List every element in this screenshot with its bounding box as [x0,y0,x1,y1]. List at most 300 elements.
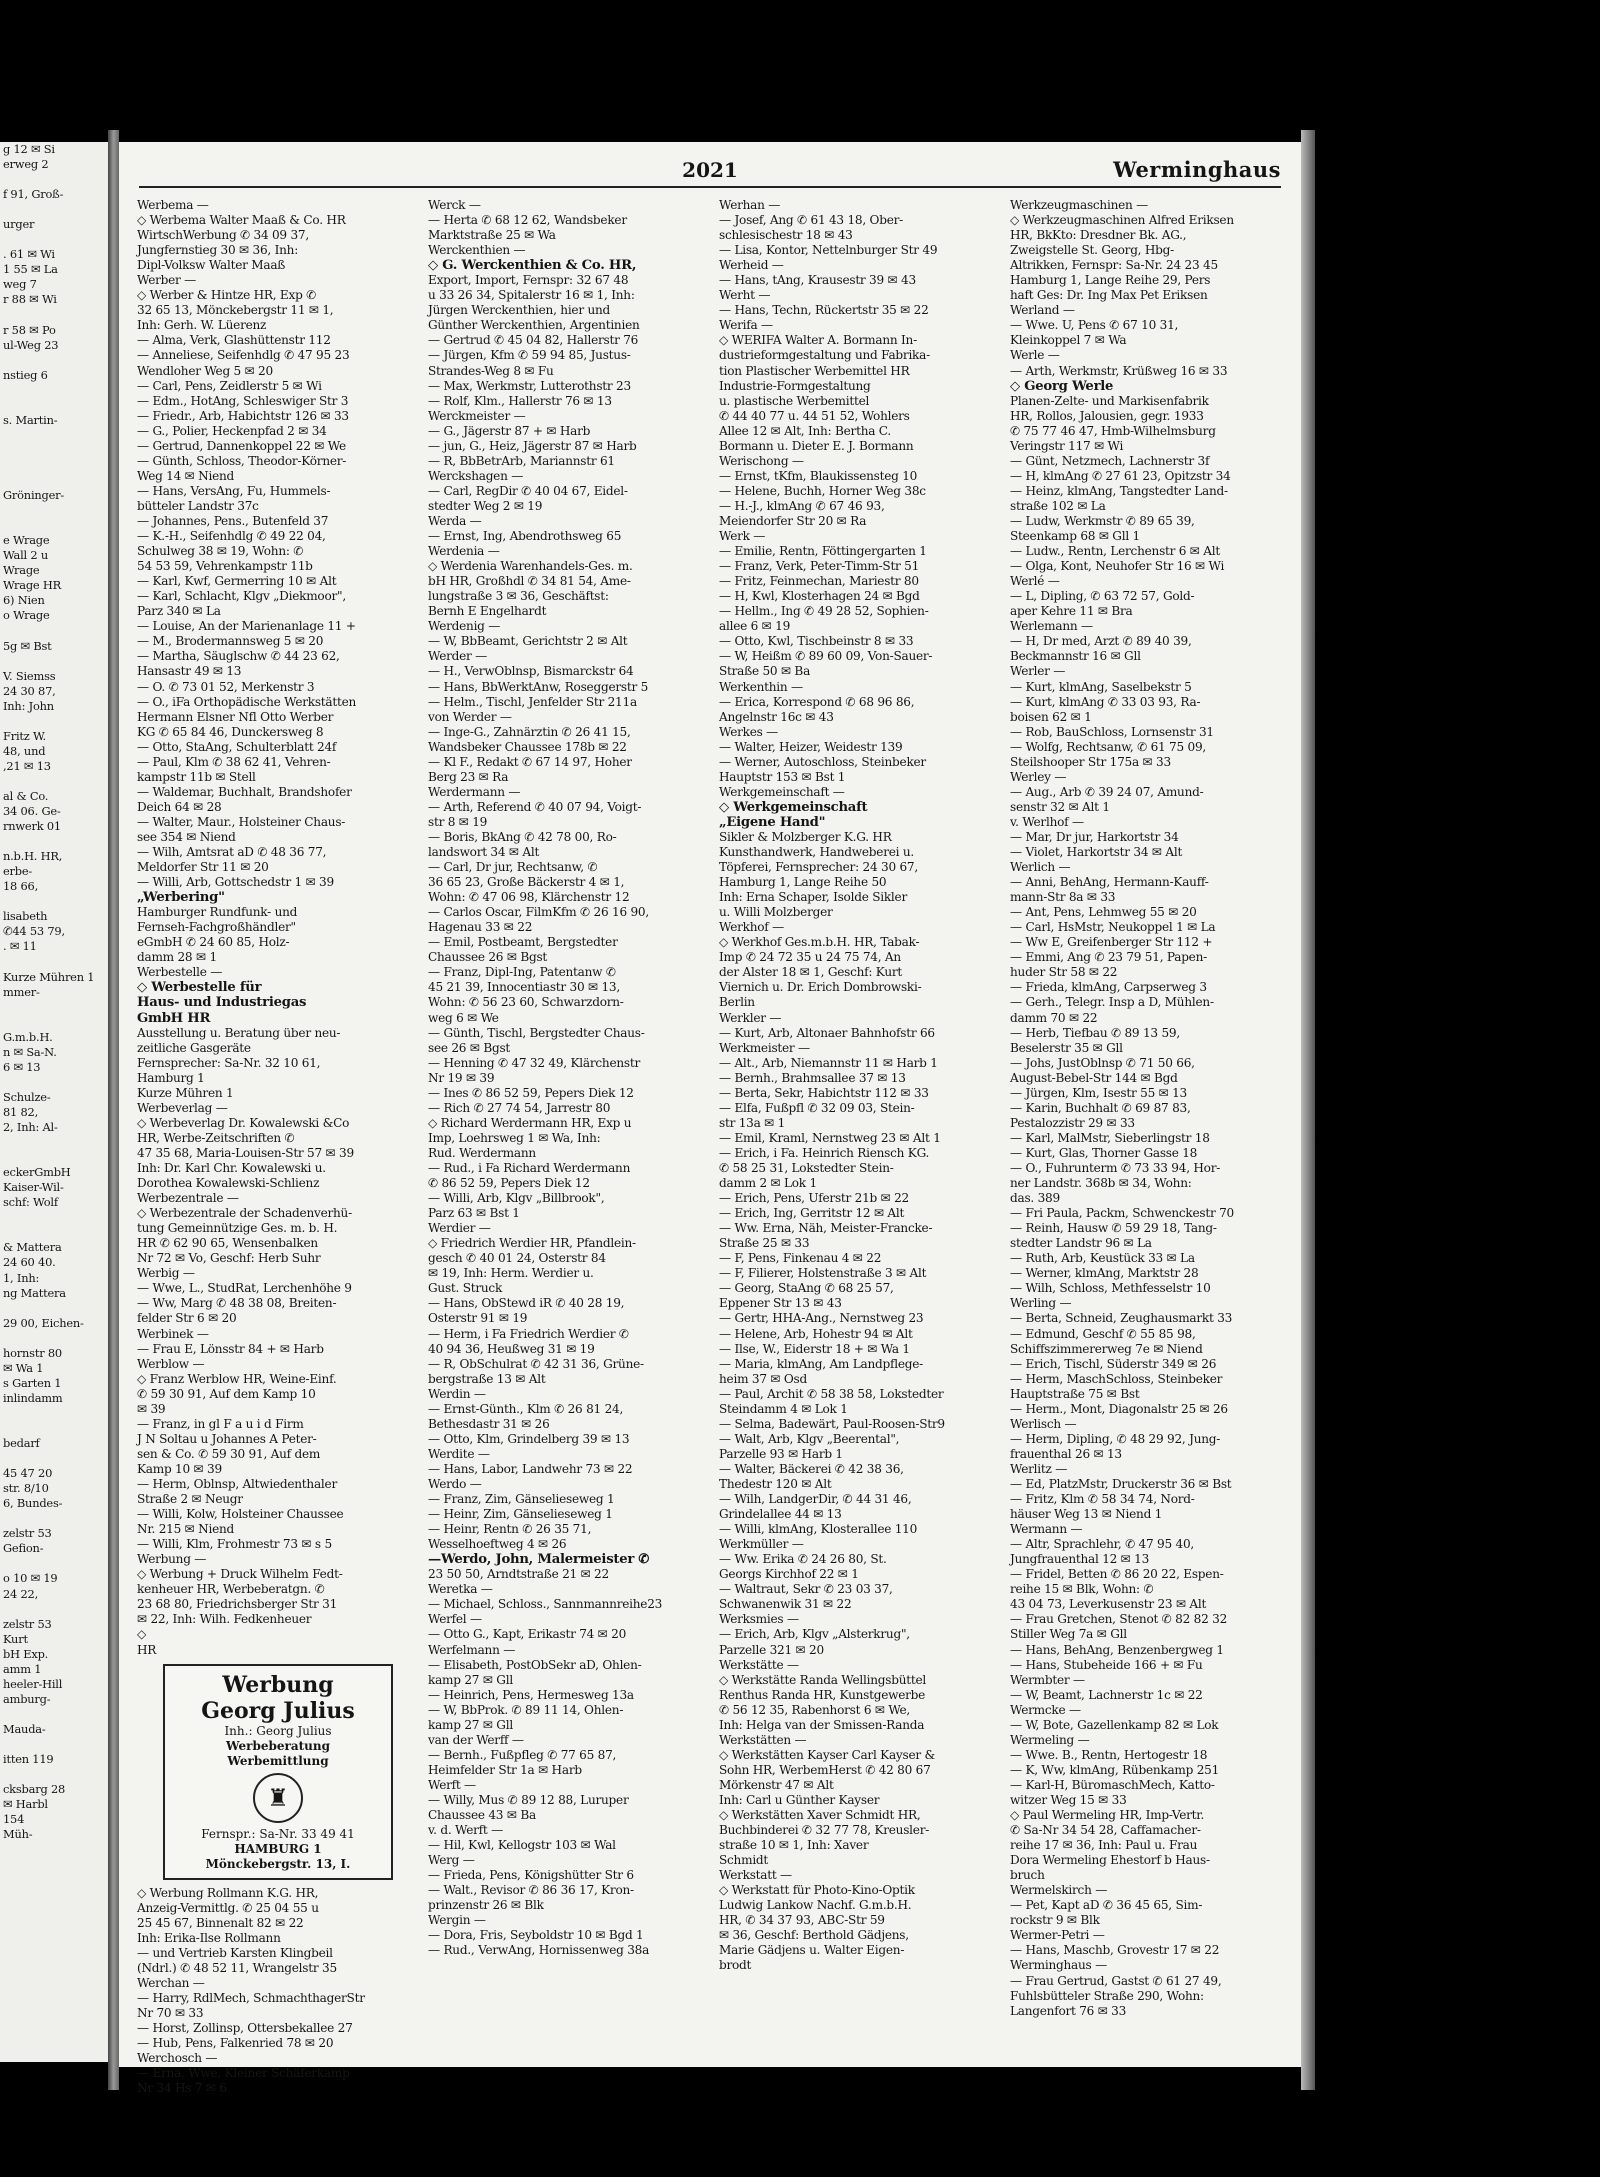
directory-entry-line: 43 04 73, Leverkusenstr 23 ✉ Alt [1010,1597,1207,1612]
directory-entry-line: — Karl-H, BüromaschMech, Katto- [1010,1777,1215,1792]
directory-entry-line: Angelnstr 16c ✉ 43 [719,709,834,724]
prev-page-line [0,774,108,789]
directory-entry-line: Werdenia — [428,544,500,559]
directory-entry-line: 47 35 68, Maria-Louisen-Str 57 ✉ 39 [137,1145,354,1160]
directory-entry-line: — Frau Gertrud, Gastst ✆ 61 27 49, [1010,1973,1222,1988]
prev-page-line: ng Mattera [3,1285,66,1300]
directory-entry-line: — Hans, ObStewd iR ✆ 40 28 19, [428,1296,625,1311]
directory-entry-line: — Walter, Bäckerei ✆ 42 38 36, [719,1461,904,1476]
directory-entry-line: Dora Wermeling Ehestorf b Haus- [1010,1853,1210,1868]
prev-page-line [0,1602,108,1617]
directory-entry-line: ◇ Georg Werle [1010,378,1114,394]
directory-entry-line: — Werner, klmAng, Marktstr 28 [1010,1266,1199,1281]
prev-page-line: s Garten 1 [3,1375,62,1390]
directory-entry-line: Gust. Struck [428,1281,503,1296]
directory-entry-line: — Pet, Kapt aD ✆ 36 45 65, Sim- [1010,1898,1203,1913]
directory-entry-line: Wermeling — [1010,1732,1090,1747]
directory-entry-line: Inh: Erna Schaper, Isolde Sikler [719,890,907,905]
directory-entry-line: — Hans, Maschb, Grovestr 17 ✉ 22 [1010,1943,1220,1958]
prev-page-line [0,1000,108,1015]
directory-entry-line: ✆ 58 25 31, Lokstedter Stein- [719,1161,894,1175]
directory-entry-line: ✆ 44 40 77 u. 44 51 52, Wohlers [719,408,910,423]
directory-entry-line: — Carlos Oscar, FilmKfm ✆ 26 16 90, [428,905,649,920]
prev-page-line: erbe- [3,864,33,879]
directory-entry-line: str 13a ✉ 1 [719,1115,786,1130]
directory-entry-line: bH HR, Großhdl ✆ 34 81 54, Ame- [428,574,631,589]
directory-entry-line: — Wwe. B., Rentn, Hertogestr 18 [1010,1747,1208,1762]
directory-entry-line: Nr. 215 ✉ Niend [137,1522,235,1537]
directory-entry-line: — Harry, RdlMech, SchmachthagerStr [137,1990,365,2005]
prev-page-line: bH Exp. [3,1646,49,1661]
directory-entry-line: Jürgen Werckenthien, hier und [428,303,611,318]
directory-entry-line: ✆ 59 30 91, Auf dem Kamp 10 [137,1386,316,1401]
directory-entry-line: Langenfort 76 ✉ 33 [1010,2003,1127,2018]
directory-entry-line: — Frieda, klmAng, Carpserweg 3 [1010,980,1207,995]
directory-entry-line: ◇ Werbung Rollmann K.G. HR, [137,1885,319,1900]
directory-entry-line: ◇ Richard Werdermann HR, Exp u [428,1115,632,1130]
directory-entry-line: Osterstr 91 ✉ 19 [428,1311,528,1326]
directory-entry-line: Hamburg 1, Lange Reihe 50 [719,875,887,890]
prev-page-line [0,1707,108,1722]
directory-entry-line: lungstraße 3 ✉ 36, Geschäftst: [428,589,609,604]
directory-entry-line: Inh: Erika-Ilse Rollmann [137,1930,281,1945]
ad-street: Mönckebergstr. 13, I. [205,1856,351,1871]
directory-entry-line: Werckenthien — [428,243,526,258]
directory-entry-line: — Horst, Zollinsp, Ottersbekallee 27 [137,2020,353,2035]
directory-entry-line: August-Bebel-Str 144 ✉ Bgd [1010,1070,1178,1085]
directory-entry-line: — Boris, BkAng ✆ 42 78 00, Ro- [428,829,617,844]
directory-entry-line: — Anni, BehAng, Hermann-Kauff- [1010,875,1209,890]
prev-page-line [0,834,108,849]
directory-entry-line: dustrieformgestaltung und Fabrika- [719,348,930,363]
directory-entry-line: — Gertr, HHA-Ang., Nernstweg 23 [719,1311,924,1326]
prev-page-line: 5g ✉ Bst [3,638,52,653]
directory-entry-line: Werdite — [428,1446,490,1461]
prev-page-line: 24 60 40. [3,1255,56,1270]
directory-entry-line: Werdenig — [428,619,501,634]
directory-entry-line: damm 2 ✉ Lok 1 [719,1176,817,1191]
directory-entry-line: — Ww, Marg ✆ 48 38 08, Breiten- [137,1296,337,1311]
directory-entry-line: Werht — [719,288,771,303]
directory-entry-line: Deich 64 ✉ 28 [137,799,222,814]
directory-entry-line: — Ant, Pens, Lehmweg 55 ✉ 20 [1010,905,1197,920]
prev-page-line [0,1015,108,1030]
prev-page-line [0,1737,108,1752]
directory-entry-line: Töpferei, Fernsprecher: 24 30 67, [719,860,918,875]
prev-page-line: f 91, Groß- [3,187,64,202]
directory-entry-line: ◇ Werkstätten Kayser Carl Kayser & [719,1747,935,1762]
directory-entry-line: landswort 34 ✉ Alt [428,845,540,860]
prev-page-line: 6) Nien [3,593,45,608]
directory-entry-line: — Henning ✆ 47 32 49, Klärchenstr [428,1055,640,1070]
directory-entry-line: — Hil, Kwl, Kellogstr 103 ✉ Wal [428,1838,616,1853]
directory-entry-line: Werkmüller — [719,1537,804,1552]
directory-entry-line: Beselerstr 35 ✉ Gll [1010,1040,1123,1055]
directory-entry-line: — Erich, Pens, Uferstr 21b ✉ 22 [719,1191,909,1206]
prev-page-line: heeler-Hill [3,1676,63,1691]
directory-entry-line: Werling — [1010,1296,1072,1311]
directory-entry-line: — Helm., Tischl, Jenfelder Str 211a [428,694,637,709]
directory-entry-line: Georgs Kirchhof 22 ✉ 1 [719,1567,859,1582]
directory-entry-line: J N Soltau u Johannes A Peter- [137,1431,317,1446]
directory-entry-line: Planen-Zelte- und Markisenfabrik [1010,393,1209,408]
directory-entry-line: — Berta, Sekr, Habichtstr 112 ✉ 33 [719,1085,929,1100]
directory-entry-line: — Wolfg, Rechtsanw, ✆ 61 75 09, [1010,739,1207,754]
directory-entry-line: — Heinrich, Pens, Hermesweg 13a [428,1687,634,1702]
directory-entry-line: Hauptstr 153 ✉ Bst 1 [719,769,846,784]
directory-entry-line: — Arth, Werkmstr, Krüßweg 16 ✉ 33 [1010,363,1228,378]
directory-entry-line: — Willy, Mus ✆ 89 12 88, Luruper [428,1792,629,1807]
directory-entry-line: — Kurt, Arb, Altonaer Bahnhofstr 66 [719,1025,935,1040]
directory-entry-line: haft Ges: Dr. Ing Max Pet Eriksen [1010,288,1208,303]
directory-entry-line: — Olga, Kont, Neuhofer Str 16 ✉ Wi [1010,559,1225,574]
directory-entry-line: Werk — [719,529,766,544]
column-3 [719,198,1002,2057]
directory-entry-line: — Karl, MalMstr, Sieberlingstr 18 [1010,1130,1210,1145]
directory-entry-line: Marie Gädjens u. Walter Eigen- [719,1943,905,1958]
directory-entry-line: Wesselhoeftweg 4 ✉ 26 [428,1537,567,1552]
directory-entry-line: Werhan — [719,198,781,212]
directory-entry-line: Zweigstelle St. Georg, Hbg- [1010,243,1174,258]
prev-page-line: Wall 2 u [3,548,49,563]
prev-page-line [0,1210,108,1225]
directory-entry-line: — Wwe. U, Pens ✆ 67 10 31, [1010,318,1179,333]
page-header [139,150,1281,188]
directory-entry-line: HR, Werbe-Zeitschriften ✆ [137,1130,295,1145]
directory-entry-line: von Werder — [428,709,512,724]
directory-entry-line: Kunsthandwerk, Handweberei u. [719,845,914,860]
directory-entry-line: Wendloher Weg 5 ✉ 20 [137,363,273,378]
directory-entry-line: Inh: Gerh. W. Lüerenz [137,318,267,333]
directory-entry-line: Dorothea Kowalewski-Schlienz [137,1176,320,1191]
prev-page-line: Wrage [3,563,40,578]
directory-entry-line: ✉ 36, Geschf: Berthold Gädjens, [719,1928,909,1943]
directory-entry-line: — Mar, Dr jur, Harkortstr 34 [1010,829,1179,844]
prev-page-line [0,1301,108,1316]
directory-entry-line: KG ✆ 65 84 46, Dunckersweg 8 [137,724,324,739]
directory-entry-line: — Hans, Labor, Landwehr 73 ✉ 22 [428,1461,633,1476]
directory-entry-line: — Emil, Kraml, Nernstweg 23 ✉ Alt 1 [719,1130,941,1145]
directory-entry-line: — Willi, Arb, Gottschedstr 1 ✉ 39 [137,875,334,890]
prev-page-line [0,353,108,368]
prev-page-line: amm 1 [3,1661,42,1676]
prev-page-line: o 10 ✉ 19 [3,1571,58,1586]
prev-page-line: 1, Inh: [3,1270,40,1285]
directory-entry-line: Imp ✆ 24 72 35 u 24 75 74, An [719,950,901,965]
directory-entry-line: Werkstätten — [719,1732,807,1747]
directory-entry-line: Werft — [428,1777,476,1792]
directory-entry-line: — Emil, Postbeamt, Bergstedter [428,935,618,950]
directory-entry-line: — Reinh, Hausw ✆ 59 29 18, Tang- [1010,1221,1217,1236]
directory-entry-line: — Gerh., Telegr. Insp a D, Mühlen- [1010,995,1214,1010]
ad-title-2: Georg Julius [201,1697,355,1724]
prev-page-line [0,1767,108,1782]
directory-entry-line: — Otto, Klm, Grindelberg 39 ✉ 13 [428,1431,630,1446]
directory-entry-line: stedter Weg 2 ✉ 19 [428,498,543,513]
directory-entry-line: Werischong — [719,453,804,468]
directory-page [119,142,1301,2096]
directory-entry-line: — Frau Gretchen, Stenot ✆ 82 82 32 [1010,1612,1228,1627]
directory-entry-line: Werlemann — [1010,619,1093,634]
directory-entry-line: mann-Str 8a ✉ 33 [1010,890,1116,905]
directory-entry-line: ◇ Werdenia Warenhandels-Ges. m. [428,559,633,574]
directory-entry-line: ◇ Werkgemeinschaft [719,799,868,815]
directory-entry-line: Altrikken, Fernspr: Sa-Nr. 24 23 45 [1010,258,1218,273]
directory-entry-line: zeitliche Gasgeräte [137,1040,251,1055]
page-right-edge [1301,130,1315,2090]
prev-page-line: Kaiser-Wil- [3,1180,64,1195]
directory-entry-line: Fuhlsbütteler Straße 290, Wohn: [1010,1988,1204,2003]
directory-entry-line: Wandsbeker Chaussee 178b ✉ 22 [428,739,627,754]
directory-entry-line: straße 102 ✉ La [1010,498,1106,513]
directory-entry-line: Parz 63 ✉ Bst 1 [428,1206,520,1221]
ad-logo-icon: ♜ [253,1773,303,1823]
prev-page-line [0,1135,108,1150]
directory-entry-line: Ausstellung u. Beratung über neu- [137,1025,341,1040]
running-head: Werminghaus [1113,157,1281,182]
prev-page-line [0,1406,108,1421]
directory-entry-line: Hamburg 1, Lange Reihe 29, Pers [1010,273,1211,288]
directory-entry-line: Werbema — [137,198,209,212]
directory-entry-line: — Kl F., Redakt ✆ 67 14 97, Hoher [428,754,632,769]
directory-entry-line: — Walt, Arb, Klgv „Beerental", [719,1431,900,1446]
directory-entry-line: kamp 27 ✉ Gll [428,1717,513,1732]
prev-page-line [0,654,108,669]
directory-entry-line: — Erna, Wwe, Kleiner Schäferkamp [137,2066,350,2081]
prev-page-line [0,503,108,518]
prev-page-line [0,428,108,443]
directory-entry-line: — Hellm., Ing ✆ 49 28 52, Sophien- [719,604,929,619]
directory-entry-line: — Erica, Korrespond ✆ 68 96 86, [719,694,915,709]
directory-entry-line: Inh: Dr. Karl Chr. Kowalewski u. [137,1161,326,1175]
directory-entry-line: straße 10 ✉ 1, Inh: Xaver [719,1838,869,1853]
directory-entry-line: — Wilh, Schloss, Methfesselstr 10 [1010,1281,1211,1296]
directory-entry-line: — Ww. Erna, Näh, Meister-Francke- [719,1221,933,1236]
directory-entry-line: Werksmies — [719,1612,799,1627]
directory-entry-line: Wohn: ✆ 47 06 98, Klärchenstr 12 [428,890,630,905]
directory-entry-line: ◇ Werbestelle für [137,980,262,996]
directory-entry-line: — Ludw, Werkmstr ✆ 89 65 39, [1010,513,1195,528]
directory-entry-line: 23 68 80, Friedrichsberger Str 31 [137,1597,338,1612]
directory-entry-line: Steenkamp 68 ✉ Gll 1 [1010,529,1140,544]
directory-entry-line: Werdier — [428,1221,491,1236]
directory-entry-line: witzer Weg 15 ✉ 33 [1010,1792,1127,1807]
directory-entry-line: — Willi, Arb, Klgv „Billbrook", [428,1191,605,1206]
directory-entry-line: — Georg, StaAng ✆ 68 25 57, [719,1281,894,1296]
directory-entry-line: — Maria, klmAng, Am Landpflege- [719,1356,923,1371]
prev-page-line [0,1075,108,1090]
directory-entry-line: der Alster 18 ✉ 1, Geschf: Kurt [719,965,902,980]
directory-entry-line: bütteler Landstr 37c [137,498,259,513]
prev-page-line [0,1556,108,1571]
directory-entry-line: — Willi, klmAng, Klosterallee 110 [719,1522,918,1537]
ad-city: HAMBURG 1 [234,1841,322,1856]
prev-page-line: zelstr 53 [3,1616,52,1631]
directory-entry-line: Werdermann — [428,784,521,799]
directory-entry-line: — Helene, Buchh, Horner Weg 38c [719,483,926,498]
directory-entry-line: Werkmeister — [719,1040,810,1055]
prev-page-line: al & Co. [3,789,49,804]
directory-entry-line: Werlich — [1010,860,1071,875]
directory-entry-line: kenheuer HR, Werbeberatgn. ✆ [137,1582,325,1597]
prev-page-line: schf: Wolf [3,1195,58,1210]
prev-page-line [0,172,108,187]
directory-entry-line: Werley — [1010,769,1067,784]
directory-entry-line: — Wilh, LandgerDir, ✆ 44 31 46, [719,1492,912,1507]
directory-entry-line: — Erich, i Fa. Heinrich Riensch KG. [719,1145,930,1160]
directory-entry-line: häuser Weg 13 ✉ Niend 1 [1010,1507,1163,1522]
directory-entry-line: ◇ WERIFA Walter A. Bormann In- [719,333,917,348]
directory-entry-line: Renthus Randa HR, Kunstgewerbe [719,1687,926,1702]
directory-entry-line: ◇ Werbezentrale der Schadenverhü- [137,1206,352,1221]
prev-page-line [0,202,108,217]
prev-page-line: V. Siemss [3,668,56,683]
directory-entry-line: — W, Bote, Gazellenkamp 82 ✉ Lok [1010,1717,1219,1732]
directory-entry-line: Werbinek — [137,1326,209,1341]
directory-entry-line: prinzenstr 26 ✉ Blk [428,1898,544,1913]
directory-entry-line: kamp 27 ✉ Gll [428,1672,513,1687]
directory-entry-line: Meldorfer Str 11 ✉ 20 [137,860,269,875]
prev-page-line: & Mattera [3,1240,62,1255]
directory-entry-line: — Ludw., Rentn, Lerchenstr 6 ✉ Alt [1010,544,1220,559]
directory-entry-line: Werler — [1010,664,1066,679]
directory-entry-line: — Martha, Säuglschw ✆ 44 23 62, [137,649,340,664]
prev-page-line: n ✉ Sa-N. [3,1044,57,1059]
directory-entry-line: Stiller Weg 7a ✉ Gll [1010,1627,1127,1642]
directory-entry-line: — Hans, tAng, Krausestr 39 ✉ 43 [719,273,916,288]
directory-entry-line: Eppener Str 13 ✉ 43 [719,1296,842,1311]
directory-entry-line: Wermer-Petri — [1010,1928,1105,1943]
directory-entry-line: — R, BbBetrArb, Mariannstr 61 [428,453,615,468]
directory-entry-line: Kurze Mühren 1 [137,1085,234,1100]
prev-page-line: 48, und [3,743,46,758]
prev-page-line [0,1451,108,1466]
directory-entry-line: Günther Werckenthien, Argentinien [428,318,640,333]
prev-page-line: Schulze- [3,1089,51,1104]
directory-entry-line: boisen 62 ✉ 1 [1010,709,1092,724]
directory-entry-line: Beckmannstr 16 ✉ Gll [1010,649,1141,664]
directory-entry-line: Werkstätte — [719,1657,799,1672]
directory-entry-line: Hermann Elsner Nfl Otto Werber [137,709,334,724]
directory-entry-line: — O., iFa Orthopädische Werkstätten [137,694,357,709]
prev-page-line: rnwerk 01 [3,819,61,834]
prev-page-line: . ✉ 11 [3,939,37,954]
directory-entry-line: u. plastische Werbemittel [719,393,870,408]
directory-entry-line: 54 53 59, Vehrenkampstr 11b [137,559,313,574]
directory-entry-line: „Werbering" [137,890,225,906]
prev-page-line [0,1421,108,1436]
directory-entry-line: ✉ 22, Inh: Wilh. Fedkenheuer [137,1612,312,1627]
directory-entry-line: Werchosch — [137,2051,218,2066]
directory-entry-line: — Paul, Klm ✆ 38 62 41, Vehren- [137,754,331,769]
directory-entry-line: — W, Heißm ✆ 89 60 09, Von-Sauer- [719,649,933,664]
prev-page-line: e Wrage [3,533,50,548]
directory-entry-line: Inh: Carl u Günther Kayser [719,1792,880,1807]
directory-entry-line: Bormann u. Dieter E. J. Bormann [719,438,914,453]
directory-entry-line: Parzelle 321 ✉ 20 [719,1642,824,1657]
directory-entry-line: 23 50 50, Arndtstraße 21 ✉ 22 [428,1567,609,1582]
directory-entry-line: ner Landstr. 368b ✉ 34, Wohn: [1010,1176,1192,1191]
directory-entry-line: — Hans, BehAng, Benzenbergweg 1 [1010,1642,1224,1657]
directory-entry-line: — Herm, Oblnsp, Altwiedenthaler [137,1476,337,1491]
prev-page-line: 34 06. Ge- [3,804,61,819]
directory-entry-line: — G., Jägerstr 87 + ✉ Harb [428,423,591,438]
prev-page-line [0,714,108,729]
directory-entry-line: — Heinr, Zim, Gänselieseweg 1 [428,1507,613,1522]
prev-page-line [0,1331,108,1346]
directory-entry-line: — Violet, Harkortstr 34 ✉ Alt [1010,845,1183,860]
prev-page-line: 45 47 20 [3,1466,53,1481]
directory-entry-line: — und Vertrieb Karsten Klingbeil [137,1945,333,1960]
directory-entry-line: — Rob, BauSchloss, Lornsenstr 31 [1010,724,1214,739]
directory-entry-line: GmbH HR [137,1010,211,1026]
directory-entry-line: ✆ 75 77 46 47, Hmb-Wilhelmsburg [1010,423,1216,438]
directory-entry-line: — Erich, Ing, Gerritstr 12 ✉ Alt [719,1206,905,1221]
prev-page-line: itten 119 [3,1752,54,1767]
directory-entry-line: v. Werlhof — [1010,814,1084,829]
directory-entry-line: bruch [1010,1868,1045,1883]
directory-entry-line: Werck — [428,198,481,212]
directory-entry-line: Hansastr 49 ✉ 13 [137,664,242,679]
directory-entry-line: — Waldemar, Buchhalt, Brandshofer [137,784,352,799]
prev-page-line: Gröninger- [3,488,65,503]
prev-page-line: n.b.H. HR, [3,849,63,864]
directory-entry-line: Imp, Loehrsweg 1 ✉ Wa, Inh: [428,1130,601,1145]
directory-entry-line: ◇ Werbeverlag Dr. Kowalewski &Co [137,1115,350,1130]
column-4 [1010,198,1293,2057]
directory-entry-line: Hagenau 33 ✉ 22 [428,920,533,935]
directory-entry-line: — Josef, Ang ✆ 61 43 18, Ober- [719,213,903,228]
directory-entry-line: — Ilse, W., Eiderstr 18 + ✉ Wa 1 [719,1341,910,1356]
directory-entry-line: — Wwe, L., StudRat, Lerchenhöhe 9 [137,1281,352,1296]
book-gutter [108,130,119,2090]
directory-entry-line: Berlin [719,995,755,1010]
prev-page-line: ✉ Harbl [3,1797,48,1812]
directory-entry-line: — Erich, Tischl, Süderstr 349 ✉ 26 [1010,1356,1217,1371]
directory-entry-line: — Michael, Schloss., Sannmannreihe23 [428,1597,663,1612]
directory-entry-line: weg 6 ✉ We [428,1010,499,1025]
prev-page-line [0,443,108,458]
directory-entry-line: Straße 50 ✉ Ba [719,664,811,679]
directory-entry-line: — Karl, Kwf, Germerring 10 ✉ Alt [137,574,337,589]
directory-entry-line: reihe 17 ✉ 36, Inh: Paul u. Frau [1010,1838,1198,1853]
directory-entry-line: Ludwig Lankow Nachf. G.m.b.H. [719,1898,912,1913]
directory-entry-line: — Carl, Pens, Zeidlerstr 5 ✉ Wi [137,378,322,393]
directory-entry-line: Nr 70 ✉ 33 [137,2005,204,2020]
directory-entry-line: — H, klmAng ✆ 27 61 23, Opitzstr 34 [1010,468,1231,483]
directory-entry-line: — Günth, Tischl, Bergstedter Chaus- [428,1025,645,1040]
directory-entry-line: — Helene, Arb, Hohestr 94 ✉ Alt [719,1326,913,1341]
directory-entry-line: — Louise, An der Marienanlage 11 + [137,619,356,634]
directory-entry-line: — Ww. Erika ✆ 24 26 80, St. [719,1552,887,1567]
directory-entry-line: Werminghaus — [1010,1958,1107,1973]
directory-entry-line: — Heinz, klmAng, Tangstedter Land- [1010,483,1228,498]
directory-entry-line: ✉ 19, Inh: Herm. Werdier u. [428,1266,594,1281]
directory-entry-line: Werkzeugmaschinen — [1010,198,1149,212]
directory-entry-line: — F, Filierer, Holstenstraße 3 ✉ Alt [719,1266,927,1281]
prev-page-line [0,308,108,323]
directory-entry-line: — Willi, Kolw, Holsteiner Chaussee [137,1507,344,1522]
directory-entry-line: Hamburger Rundfunk- und [137,905,298,920]
directory-entry-line: — Emilie, Rentn, Föttingergarten 1 [719,544,927,559]
directory-entry-line: Fernseh-Fachgroßhändler" [137,920,296,935]
directory-entry-line: Fernsprecher: Sa-Nr. 32 10 61, [137,1055,321,1070]
directory-entry-line: — Heinr, Rentn ✆ 26 35 71, [428,1522,592,1537]
directory-entry-line: Werlitz — [1010,1461,1068,1476]
directory-entry-line: Pestalozzistr 29 ✉ 33 [1010,1115,1135,1130]
prev-page-line: Inh: John [3,698,54,713]
directory-entry-line: 36 65 23, Große Bäckerstr 4 ✉ 1, [428,875,625,890]
